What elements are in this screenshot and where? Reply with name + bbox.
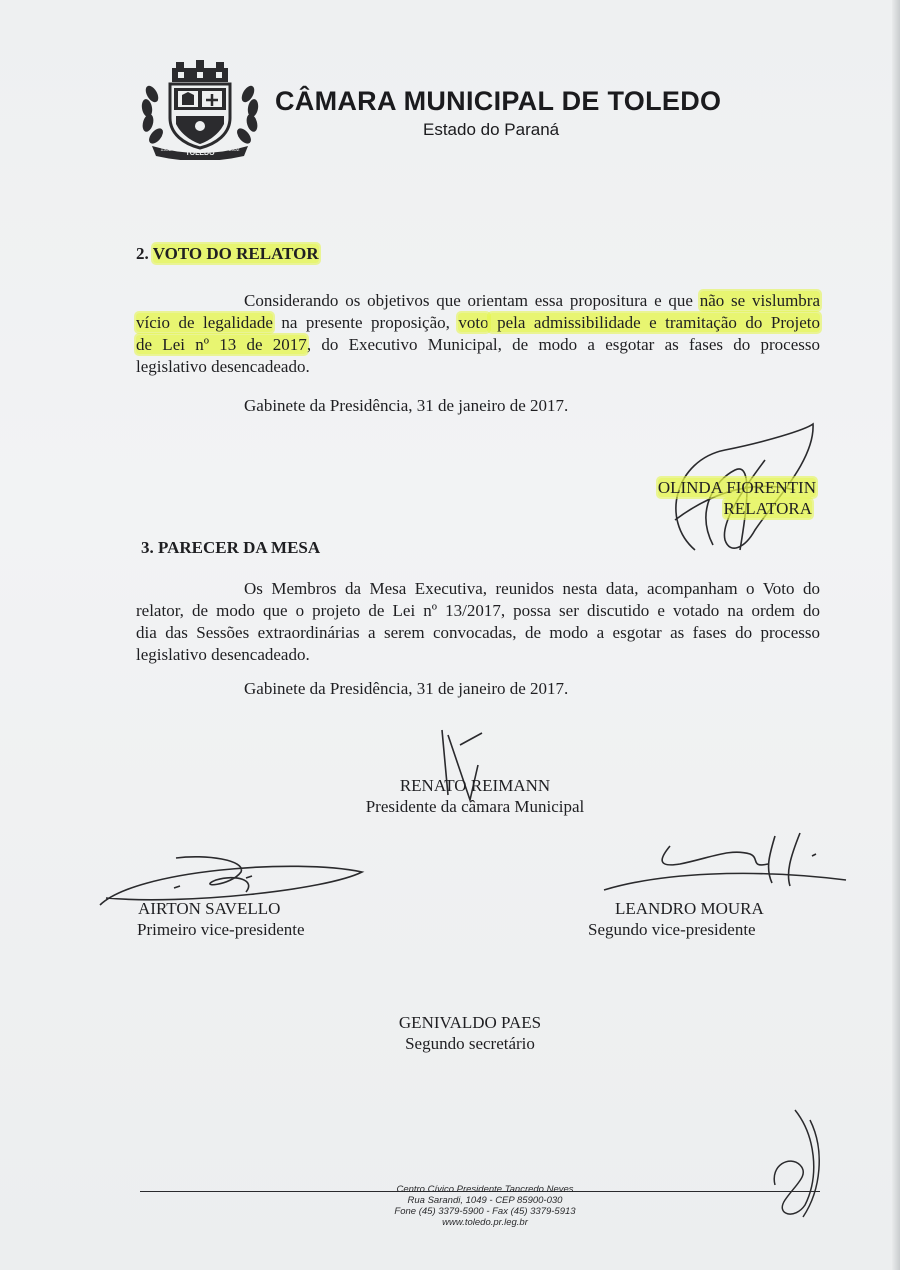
municipal-crest-icon <box>138 60 262 160</box>
section-3-heading <box>141 538 320 558</box>
initials-signature <box>755 1105 830 1225</box>
footer-address <box>350 1184 620 1228</box>
organization-title: CÂMARA MUNICIPAL DE TOLEDO <box>275 86 722 116</box>
paragraph-line: relator, de modo que o projeto de Lei nº 13/2017, possa ser discutido e votado na ordem do <box>136 601 820 620</box>
second-vp-role: Segundo vice-presidente <box>588 920 756 939</box>
section-2-place-date: Gabinete da Presidência, 31 de janeiro de 2017. <box>244 396 569 415</box>
president-name: RENATO REIMANN <box>399 776 551 795</box>
footer-line-1: Centro Cívico Presidente Tancredo Neves <box>396 1184 574 1195</box>
section-2-title: VOTO DO RELATOR <box>152 244 319 263</box>
relatora-role: RELATORA <box>723 499 812 518</box>
section-2-heading <box>136 244 319 264</box>
second-vp-signature <box>600 828 850 898</box>
section-2-number: 2. <box>136 244 149 263</box>
section-3-place-date: Gabinete da Presidência, 31 de janeiro de 2017. <box>244 679 569 698</box>
organization-subtitle: Estado do Paraná <box>423 120 560 139</box>
relatora-name: OLINDA FIORENTIN <box>657 478 816 497</box>
footer-line-2: Rua Sarandi, 1049 - CEP 85900-030 <box>407 1195 563 1206</box>
paragraph-line: dia das Sessões extraordinárias a serem convocadas, de modo a esgotar as fases do processo <box>136 623 820 642</box>
crest-year-left: 1952 <box>160 147 172 153</box>
first-vp-name: AIRTON SAVELLO <box>138 899 281 918</box>
page-edge-shadow <box>892 0 900 1270</box>
footer-line-4: www.toledo.pr.leg.br <box>442 1217 528 1228</box>
second-vp-name: LEANDRO MOURA <box>615 899 764 918</box>
section-2-paragraph <box>136 290 820 378</box>
section-3-number: 3. <box>141 538 154 557</box>
paragraph-line: legislativo desencadeado. <box>136 645 310 664</box>
president-role: Presidente da câmara Municipal <box>365 797 585 816</box>
second-secretary-role: Segundo secretário <box>405 1034 535 1053</box>
paragraph-line: de Lei nº 13 de 2017, do Executivo Municipal, de modo a esgotar as fases do processo <box>136 335 820 354</box>
paragraph-line: Os Membros da Mesa Executiva, reunidos nesta data, acompanham o Voto do <box>244 579 820 598</box>
paragraph-line: legislativo desencadeado. <box>136 357 310 376</box>
paragraph-line: Considerando os objetivos que orientam essa propositura e que não se vislumbra <box>244 291 820 310</box>
footer-line-3: Fone (45) 3379-5900 - Fax (45) 3379-5913 <box>394 1206 576 1217</box>
section-3-paragraph <box>136 578 820 666</box>
crest-year-right: 1952 <box>228 147 240 153</box>
crest-ribbon-text: TOLEDO <box>185 150 215 157</box>
paragraph-line: vício de legalidade na presente proposição, voto pela admissibilidade e tramitação do Projeto <box>136 313 820 332</box>
first-vp-role: Primeiro vice-presidente <box>137 920 305 939</box>
section-3-title: PARECER DA MESA <box>158 538 321 557</box>
second-secretary-name: GENIVALDO PAES <box>398 1013 542 1032</box>
